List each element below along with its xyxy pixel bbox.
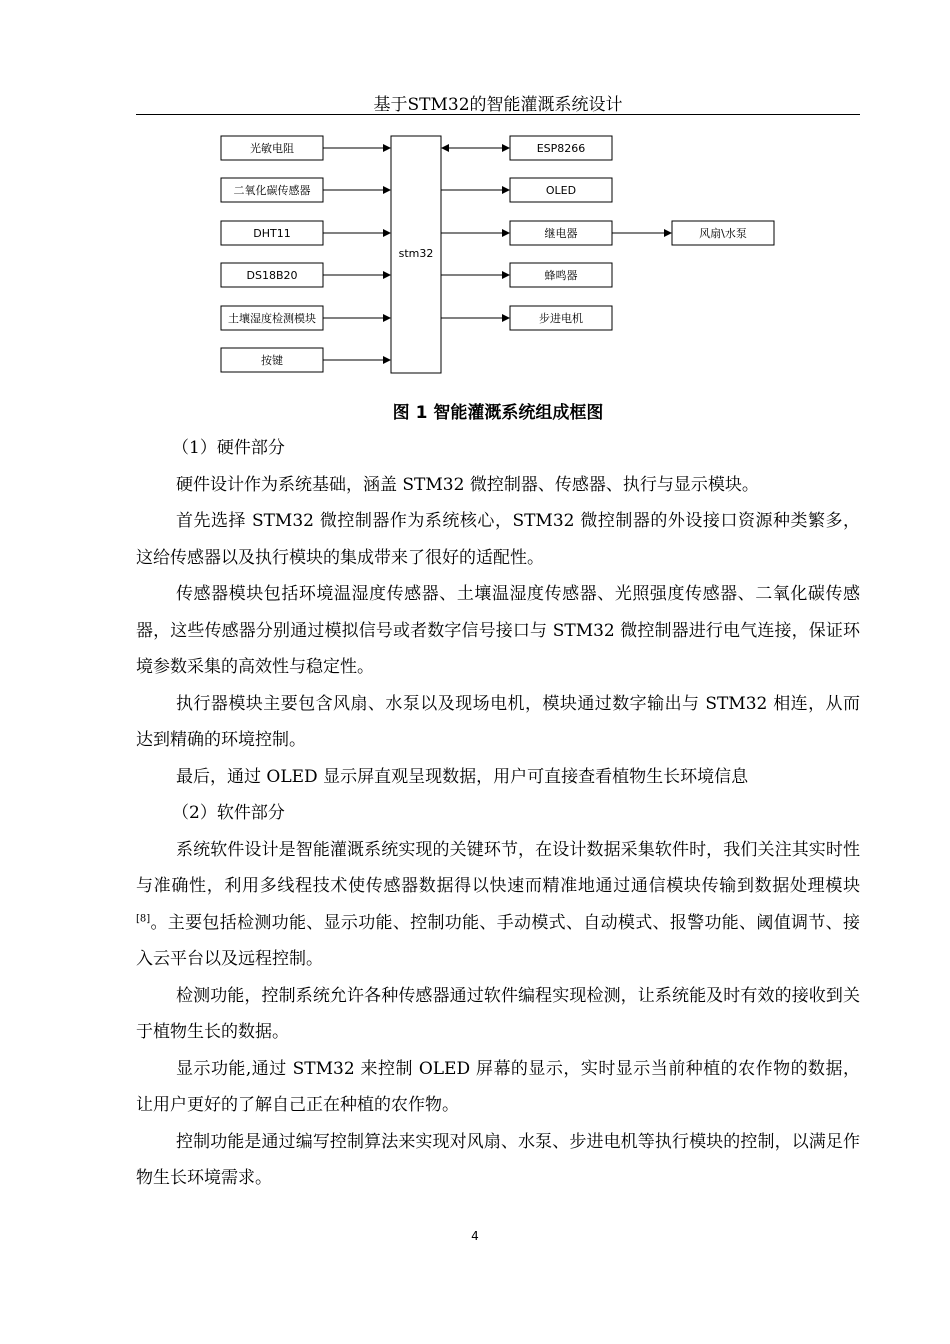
input-block-soil-moisture bbox=[221, 306, 323, 330]
paragraph-text: 。主要包括检测功能、显示功能、控制功能、手动模式、自动模式、报警功能、阈值调节、接入云平台以及远程控制。 bbox=[136, 912, 860, 969]
svg-text:OLED: OLED bbox=[545, 184, 577, 197]
input-block-ds18b20 bbox=[221, 263, 323, 287]
output-block-oled bbox=[510, 178, 612, 202]
body-text bbox=[136, 430, 860, 1197]
svg-text:土壤湿度检测模块: 土壤湿度检测模块 bbox=[228, 312, 316, 325]
paragraph bbox=[136, 832, 860, 978]
section-heading-hardware: （1）硬件部分 bbox=[172, 438, 285, 458]
svg-text:ESP8266: ESP8266 bbox=[536, 142, 586, 155]
svg-text:DHT11: DHT11 bbox=[253, 227, 291, 240]
paragraph: 显示功能,通过 STM32 来控制 OLED 屏幕的显示，实时显示当前种植的农作物的数据，让用户更好的了解自己正在种植的农作物。 bbox=[136, 1058, 860, 1115]
input-block-dht11 bbox=[221, 221, 323, 245]
paragraph: 检测功能，控制系统允许各种传感器通过软件编程实现检测，让系统能及时有效的接收到关于植物生长的数据。 bbox=[136, 985, 860, 1042]
svg-text:按键: 按键 bbox=[261, 354, 283, 367]
paragraph: 传感器模块包括环境温湿度传感器、土壤温湿度传感器、光照强度传感器、二氧化碳传感器，这些传感器分别通过模拟信号或者数字信号接口与 STM32 微控制器进行电气连接，保证环境参数采集的高效性与稳定性。 bbox=[136, 584, 860, 677]
figure-caption: 图 1 智能灌溉系统组成框图 bbox=[392, 403, 604, 423]
input-block-co2-sensor bbox=[221, 178, 323, 202]
input-block-key bbox=[221, 348, 323, 372]
mcu-block bbox=[391, 136, 441, 373]
paragraph: 首先选择 STM32 微控制器作为系统核心，STM32 微控制器的外设接口资源种类繁多，这给传感器以及执行模块的集成带来了很好的适配性。 bbox=[136, 511, 860, 568]
paragraph: 控制功能是通过编写控制算法来实现对风扇、水泵、步进电机等执行模块的控制，以满足作物生长环境需求。 bbox=[136, 1131, 860, 1188]
citation-ref[interactable]: [8] bbox=[136, 912, 151, 924]
relay-target-block bbox=[672, 221, 774, 245]
svg-text:二氧化碳传感器: 二氧化碳传感器 bbox=[233, 184, 311, 197]
svg-text:蜂鸣器: 蜂鸣器 bbox=[544, 269, 578, 282]
svg-text:步进电机: 步进电机 bbox=[539, 312, 583, 325]
paragraph: 执行器模块主要包含风扇、水泵以及现场电机，模块通过数字输出与 STM32 相连，从而达到精确的环境控制。 bbox=[136, 693, 860, 750]
input-block-light-sensor bbox=[221, 136, 323, 160]
system-block-diagram bbox=[0, 0, 950, 400]
output-block-buzzer bbox=[510, 263, 612, 287]
svg-text:风扇\水泵: 风扇\水泵 bbox=[699, 227, 747, 240]
section-heading-software: （2）软件部分 bbox=[172, 803, 285, 823]
output-block-esp8266 bbox=[510, 136, 612, 160]
svg-text:stm32: stm32 bbox=[398, 247, 434, 260]
paragraph: 硬件设计作为系统基础，涵盖 STM32 微控制器、传感器、执行与显示模块。 bbox=[176, 474, 759, 495]
running-header: 基于STM32的智能灌溉系统设计 bbox=[373, 95, 623, 115]
paragraph-text: 系统软件设计是智能灌溉系统实现的关键环节，在设计数据采集软件时，我们关注其实时性与准确性，利用多线程技术使传感器数据得以快速而精准地通过通信模块传输到数据处理模块 bbox=[136, 839, 860, 896]
output-block-stepper bbox=[510, 306, 612, 330]
svg-text:光敏电阻: 光敏电阻 bbox=[250, 142, 294, 155]
svg-text:继电器: 继电器 bbox=[544, 227, 578, 240]
page-number: 4 bbox=[471, 1229, 479, 1243]
output-block-relay bbox=[510, 221, 612, 245]
paragraph: 最后，通过 OLED 显示屏直观呈现数据，用户可直接查看植物生长环境信息 bbox=[176, 766, 749, 787]
svg-text:DS18B20: DS18B20 bbox=[246, 269, 298, 282]
